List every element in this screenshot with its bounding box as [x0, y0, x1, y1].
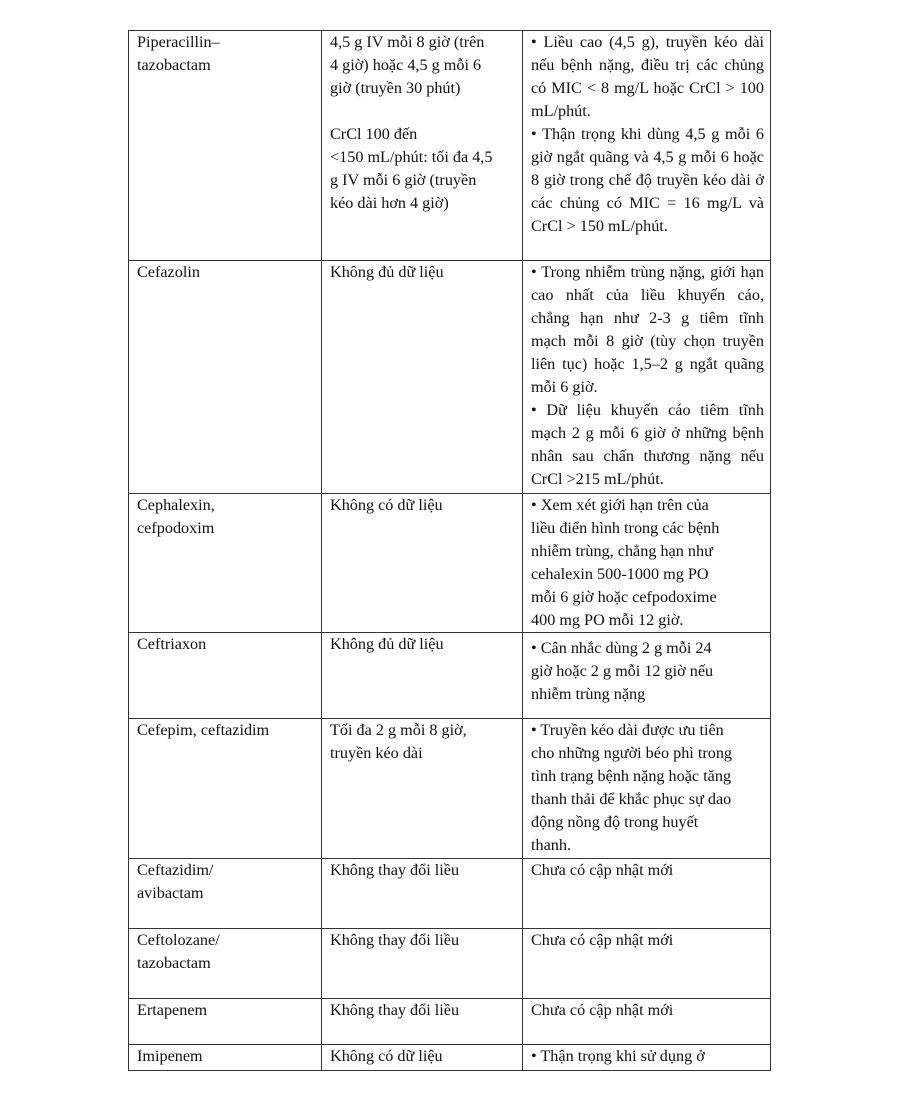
drug-cell [129, 999, 322, 1045]
table-row [129, 31, 771, 261]
table-row [129, 633, 771, 719]
dose-text: Không thay đổi liều [330, 1001, 460, 1019]
note-text: Chưa có cập nhật mới [531, 1001, 674, 1019]
note-cell [523, 859, 771, 929]
table-row [129, 494, 771, 633]
note-text: Chưa có cập nhật mới [531, 861, 674, 879]
dose-text: CrCl 100 đến <150 mL/phút: tối đa 4,5 g IV mỗi 6 giờ (truyền kéo dài hơn 4 giờ) [330, 125, 493, 212]
note-cell [523, 1045, 771, 1071]
table-row [129, 719, 771, 859]
dose-text: 4,5 g IV mỗi 8 giờ (trên 4 giờ) hoặc 4,5 g mỗi 6 giờ (truyền 30 phút) [330, 33, 485, 97]
drug-name: Cephalexin, cefpodoxim [137, 496, 215, 537]
dose-text: Không đủ dữ liệu [330, 635, 444, 653]
drug-name: Ceftazidim/ avibactam [137, 861, 214, 902]
dosing-table [128, 30, 771, 1071]
drug-name: Ertapenem [137, 1001, 208, 1019]
drug-name: Imipenem [137, 1047, 203, 1065]
drug-cell [129, 633, 322, 719]
dose-cell [322, 999, 523, 1045]
drug-name: Piperacillin– tazobactam [137, 33, 220, 74]
drug-cell [129, 494, 322, 633]
note-cell [523, 261, 771, 494]
dose-text: Không có dữ liệu [330, 496, 443, 514]
dose-cell [322, 929, 523, 999]
note-cell [523, 999, 771, 1045]
table-row [129, 999, 771, 1045]
note-cell [523, 719, 771, 859]
dose-cell [322, 261, 523, 494]
note-text: • Cân nhắc dùng 2 g mỗi 24 giờ hoặc 2 g mỗi 12 giờ nếu nhiễm trùng nặng [531, 639, 714, 703]
note-cell [523, 31, 771, 261]
dose-text: Tối đa 2 g mỗi 8 giờ, truyền kéo dài [330, 721, 467, 762]
dose-text: Không đủ dữ liệu [330, 263, 444, 281]
dose-text: Không có dữ liệu [330, 1047, 443, 1065]
dose-cell [322, 31, 523, 261]
table-row [129, 859, 771, 929]
note-cell [523, 633, 771, 719]
table-row [129, 261, 771, 494]
table-row [129, 929, 771, 999]
dose-cell [322, 494, 523, 633]
drug-cell [129, 929, 322, 999]
drug-cell [129, 261, 322, 494]
dose-text: Không thay đổi liều [330, 861, 460, 879]
dose-cell [322, 719, 523, 859]
drug-name: Ceftolozane/ tazobactam [137, 931, 220, 972]
drug-cell [129, 31, 322, 261]
dose-text: Không thay đổi liều [330, 931, 460, 949]
note-cell [523, 494, 771, 633]
drug-name: Cefazolin [137, 263, 200, 281]
drug-cell [129, 859, 322, 929]
dose-cell [322, 1045, 523, 1071]
note-cell [523, 929, 771, 999]
drug-name: Cefepim, ceftazidim [137, 721, 270, 739]
dose-cell [322, 859, 523, 929]
drug-name: Ceftriaxon [137, 635, 207, 653]
note-text: • Trong nhiễm trùng nặng, giới hạn cao nhất của liều khuyến cáo, chẳng hạn như 2-3 g tiêm tĩnh mạch mỗi 8 giờ (tùy chọn truyền liên tục) hoặc 1,5–2 g ngắt quãng mỗi 6 giờ. • Dữ liệu khuyến cáo tiêm tĩnh mạch 2 g mỗi 6 giờ ở những bệnh nhân sau chấn thương nặng nếu CrCl >215 mL/phút. [531, 263, 764, 488]
drug-cell [129, 719, 322, 859]
note-text: • Truyền kéo dài được ưu tiên cho những người béo phì trong tình trạng bệnh nặng hoặc tăng thanh thải để khắc phục sự dao động nồng độ trong huyết thanh. [531, 721, 733, 854]
dose-cell [322, 633, 523, 719]
note-text: Chưa có cập nhật mới [531, 931, 674, 949]
table-row [129, 1045, 771, 1071]
note-text: • Xem xét giới hạn trên của liều điển hình trong các bệnh nhiễm trùng, chẳng hạn như cehalexin 500-1000 mg PO mỗi 6 giờ hoặc cefpodoxime 400 mg PO mỗi 12 giờ. [531, 496, 720, 629]
note-text: • Thận trọng khi sử dụng ở [531, 1047, 705, 1065]
note-text: • Liều cao (4,5 g), truyền kéo dài nếu bệnh nặng, điều trị các chủng có MIC < 8 mg/L hoặc CrCl > 100 mL/phút. • Thận trọng khi dùng 4,5 g mỗi 6 giờ ngắt quãng và 4,5 g mỗi 6 hoặc 8 giờ trong chế độ truyền kéo dài ở các chủng có MIC = 16 mg/L và CrCl > 150 mL/phút. [531, 33, 764, 235]
drug-cell [129, 1045, 322, 1071]
